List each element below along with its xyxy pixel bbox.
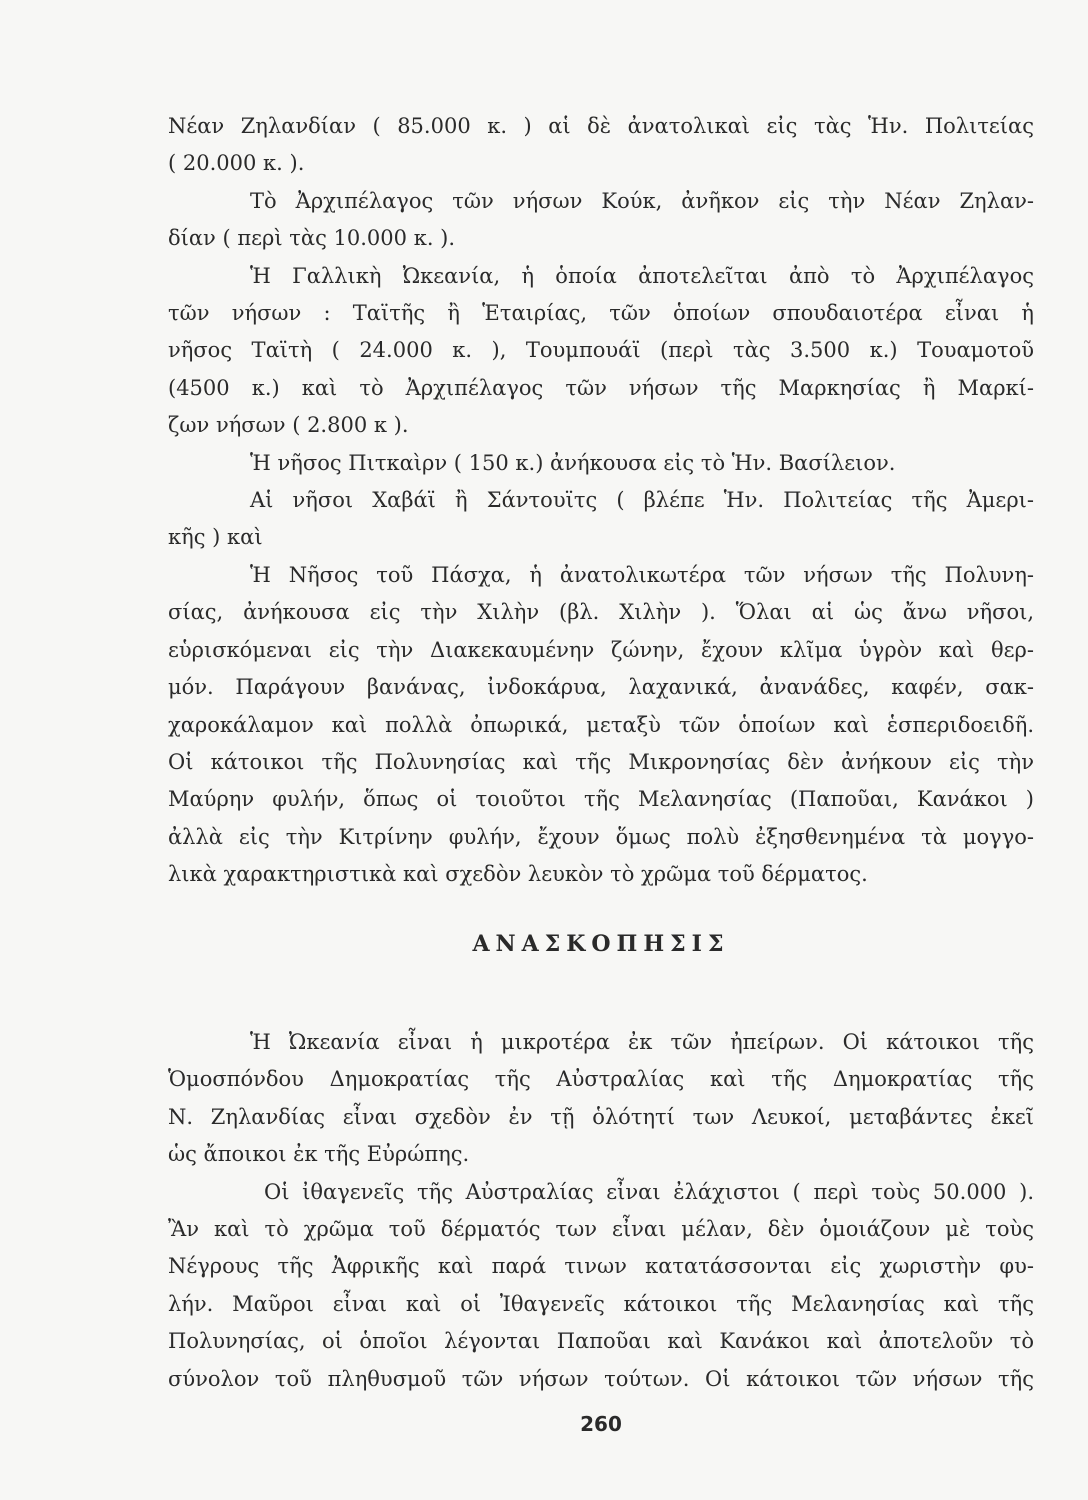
text-line: νῆσος Ταϊτὴ ( 24.000 κ. ), Τουμπουάϊ (περὶ τὰς 3.500 κ.) Τουαμοτοῦ xyxy=(168,338,1034,363)
text-line: ὡς ἄποικοι ἐκ τῆς Εὐρώπης. xyxy=(168,1142,470,1167)
text-line: χαροκάλαμον καὶ πολλὰ ὀπωρικά, μεταξὺ τῶν ὁποίων καὶ ἑσπεριδοειδῆ. xyxy=(168,712,1034,737)
text-line: Οἱ ἰθαγενεῖς τῆς Αὐστραλίας εἶναι ἐλάχιστοι ( περὶ τοὺς 50.000 ). xyxy=(264,1179,1034,1204)
text-line: Ν. Ζηλανδίας εἶναι σχεδὸν ἐν τῇ ὁλότητί των Λευκοί, μεταβάντες ἐκεῖ xyxy=(168,1104,1034,1129)
text-line: σύνολον τοῦ πληθυσμοῦ τῶν νήσων τούτων. Οἱ κάτοικοι τῶν νήσων τῆς xyxy=(168,1366,1034,1391)
text-line: σίας, ἀνήκουσα εἰς τὴν Χιλὴν (βλ. Χιλὴν ). Ὅλαι αἱ ὡς ἄνω νῆσοι, xyxy=(168,600,1034,625)
main-text xyxy=(168,108,1034,894)
text-line: Νέγρους τῆς Ἀφρικῆς καὶ παρά τινων κατατάσσονται εἰς χωριστὴν φυ- xyxy=(168,1254,1034,1279)
text-line: λικὰ χαρακτηριστικὰ καὶ σχεδὸν λευκὸν τὸ χρῶμα τοῦ δέρματος. xyxy=(168,862,868,887)
text-line: Ὁμοσπόνδου Δημοκρατίας τῆς Αὐστραλίας καὶ τῆς Δημοκρατίας τῆς xyxy=(168,1067,1034,1092)
section-heading: ΑΝΑΣΚΟΠΗΣΙΣ xyxy=(472,931,730,957)
text-line: Ἡ Νῆσος τοῦ Πάσχα, ἡ ἀνατολικωτέρα τῶν νήσων τῆς Πολυνη- xyxy=(250,562,1034,587)
text-line: Τὸ Ἀρχιπέλαγος τῶν νήσων Κούκ, ἀνῆκον εἰς τὴν Νέαν Ζηλαν- xyxy=(250,188,1034,213)
text-line: ζων νήσων ( 2.800 κ ). xyxy=(168,413,409,438)
page-number: 260 xyxy=(580,1412,622,1436)
text-line: (4500 κ.) καὶ τὸ Ἀρχιπέλαγος τῶν νήσων τῆς Μαρκησίας ἢ Μαρκί- xyxy=(168,375,1034,400)
text-line: Ἡ Γαλλικὴ Ὠκεανία, ἡ ὁποία ἀποτελεῖται ἀπὸ τὸ Ἀρχιπέλαγος xyxy=(250,263,1034,288)
text-line: εὑρισκόμεναι εἰς τὴν Διακεκαυμένην ζώνην, ἔχουν κλῖμα ὑγρὸν καὶ θερ- xyxy=(168,637,1034,662)
text-line: Ἡ Ὠκεανία εἶναι ἡ μικροτέρα ἐκ τῶν ἠπείρων. Οἱ κάτοικοι τῆς xyxy=(250,1030,1034,1054)
text-line: δίαν ( περὶ τὰς 10.000 κ. ). xyxy=(168,226,456,251)
text-line: κῆς ) καὶ xyxy=(168,525,263,550)
text-line: Οἱ κάτοικοι τῆς Πολυνησίας καὶ τῆς Μικρονησίας δὲν ἀνήκουν εἰς τὴν xyxy=(168,749,1034,774)
review-text xyxy=(168,1024,1034,1398)
text-line: λήν. Μαῦροι εἶναι καὶ οἱ Ἰθαγενεῖς κάτοικοι τῆς Μελανησίας καὶ τῆς xyxy=(168,1291,1034,1316)
text-line: Ἡ νῆσος Πιτκαὶρν ( 150 κ.) ἀνήκουσα εἰς τὸ Ἡν. Βασίλειον. xyxy=(250,450,896,475)
text-line: μόν. Παράγουν βανάνας, ἰνδοκάρυα, λαχανικά, ἀνανάδες, καφέν, σακ- xyxy=(168,675,1034,700)
text-line: Ἂν καὶ τὸ χρῶμα τοῦ δέρματός των εἶναι μέλαν, δὲν ὁμοιάζουν μὲ τοὺς xyxy=(168,1217,1034,1242)
text-line: ἀλλὰ εἰς τὴν Κιτρίνην φυλήν, ἔχουν ὅμως πολὺ ἐξησθενημένα τὰ μογγο- xyxy=(168,824,1034,849)
text-line: ( 20.000 κ. ). xyxy=(168,151,305,176)
text-line: Πολυνησίας, οἱ ὁποῖοι λέγονται Παποῦαι καὶ Κανάκοι καὶ ἀποτελοῦν τὸ xyxy=(168,1329,1034,1354)
text-line: Αἱ νῆσοι Χαβάϊ ἢ Σάντουϊτς ( βλέπε Ἡν. Πολιτείας τῆς Ἀμερι- xyxy=(250,488,1034,513)
text-line: τῶν νήσων : Ταϊτῆς ἢ Ἑταιρίας, τῶν ὁποίων σπουδαιοτέρα εἶναι ἡ xyxy=(168,301,1034,326)
text-line: Νέαν Ζηλανδίαν ( 85.000 κ. ) αἱ δὲ ἀνατολικαὶ εἰς τὰς Ἡν. Πολιτείας xyxy=(168,114,1034,138)
page-body xyxy=(168,108,1034,1436)
text-line: Μαύρην φυλήν, ὅπως οἱ τοιοῦτοι τῆς Μελανησίας (Παποῦαι, Κανάκοι ) xyxy=(168,787,1034,812)
